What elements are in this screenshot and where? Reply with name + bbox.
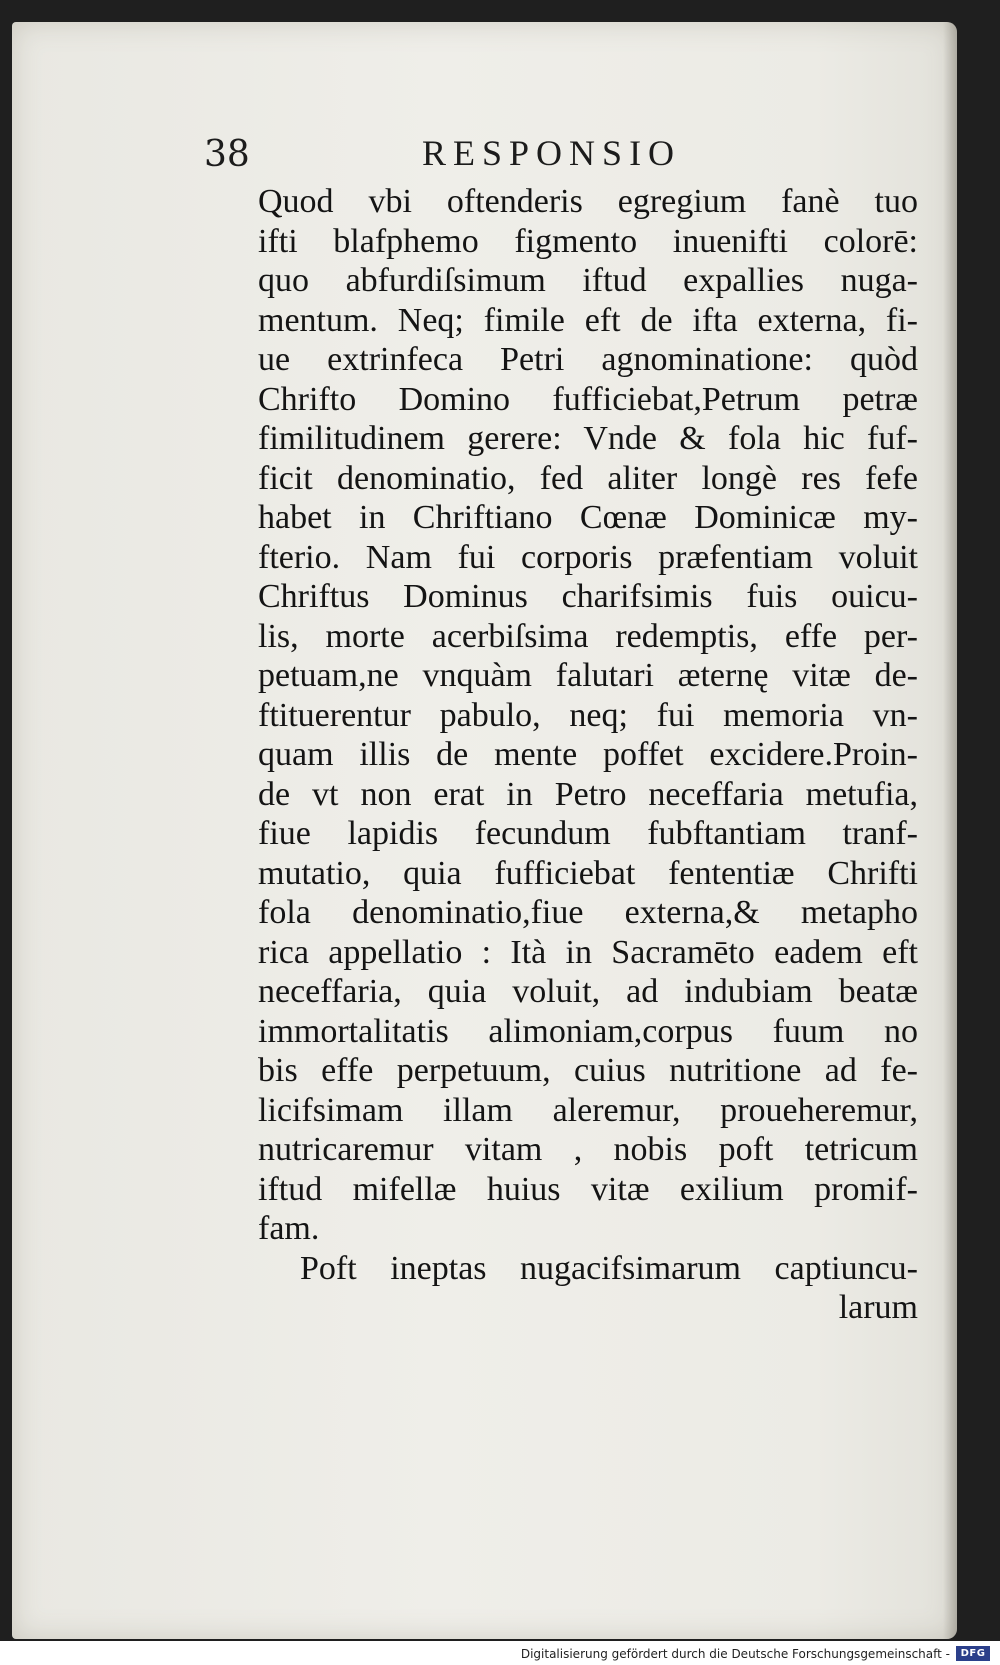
- text-line: de vt non erat in Petro neceffaria metufia,: [258, 775, 918, 813]
- text-line: ftituerentur pabulo, neq; fui memoria vn-: [258, 696, 918, 734]
- text-line: ue extrinfeca Petri agnominatione: quòd: [258, 341, 918, 378]
- text-line: mutatio, quia fufficiebat fententiæ Chrifti: [258, 854, 918, 892]
- paragraph-start-line: Poft ineptas nugacifsimarum captiuncu-: [300, 1249, 918, 1287]
- text-line: ficit denominatio, fed aliter longè res fefe: [258, 459, 918, 497]
- text-line: licifsimam illam aleremur, proueheremur,: [258, 1091, 918, 1129]
- text-line: fimilitudinem gerere: Vnde & fola hic fuf-: [258, 420, 918, 457]
- text-line: rica appellatio : Ità in Sacramēto eadem eft: [258, 933, 918, 971]
- text-line: mentum. Neq; fimile eft de ifta externa, fi-: [258, 301, 918, 339]
- text-line: lis, morte acerbiſsima redemptis, effe per-: [258, 617, 918, 655]
- book-page: [12, 22, 957, 1639]
- text-line: immortalitatis alimoniam,corpus fuum no: [258, 1012, 918, 1050]
- text-line: fiue lapidis fecundum fubftantiam tranf-: [258, 815, 918, 852]
- body-text: [258, 182, 918, 1328]
- page-edge-shadow: [943, 22, 957, 1639]
- text-line: neceffaria, quia voluit, ad indubiam beatæ: [258, 973, 918, 1010]
- text-line: fola denominatio,fiue externa,& metapho: [258, 894, 918, 931]
- text-line: nutricaremur vitam , nobis poft tetricum: [258, 1131, 918, 1168]
- text-line: Chriftus Dominus charifsimis fuis ouicu-: [258, 578, 918, 615]
- footer-bar: [0, 1641, 1000, 1665]
- dfg-logo: DFG: [956, 1646, 990, 1661]
- text-line: Chrifto Domino fufficiebat,Petrum petræ: [258, 380, 918, 418]
- text-line: ifti blafphemo figmento inuenifti colorē:: [258, 222, 918, 260]
- text-line: petuam,ne vnquàm falutari æternę vitæ de-: [258, 657, 918, 694]
- text-line: quo abfurdiſsimum iftud expallies nuga-: [258, 262, 918, 299]
- funding-credit: Digitalisierung gefördert durch die Deutsche Forschungsgemeinschaft -: [520, 1647, 950, 1661]
- text-line: Quod vbi oftenderis egregium fanè tuo: [258, 183, 918, 220]
- text-line: habet in Chriftiano Cœnæ Dominicæ my-: [258, 499, 918, 536]
- page-number: 38: [204, 134, 250, 175]
- catchword: larum: [838, 1289, 918, 1326]
- text-line: quam illis de mente poffet excidere.Proin-: [258, 736, 918, 773]
- text-line: bis effe perpetuum, cuius nutritione ad fe-: [258, 1052, 918, 1089]
- running-head: RESPONSIO: [422, 133, 682, 173]
- text-line: fterio. Nam fui corporis præfentiam voluit: [258, 538, 918, 576]
- text-line: fam.: [258, 1210, 320, 1247]
- text-line: iftud mifellæ huius vitæ exilium promif-: [258, 1170, 918, 1208]
